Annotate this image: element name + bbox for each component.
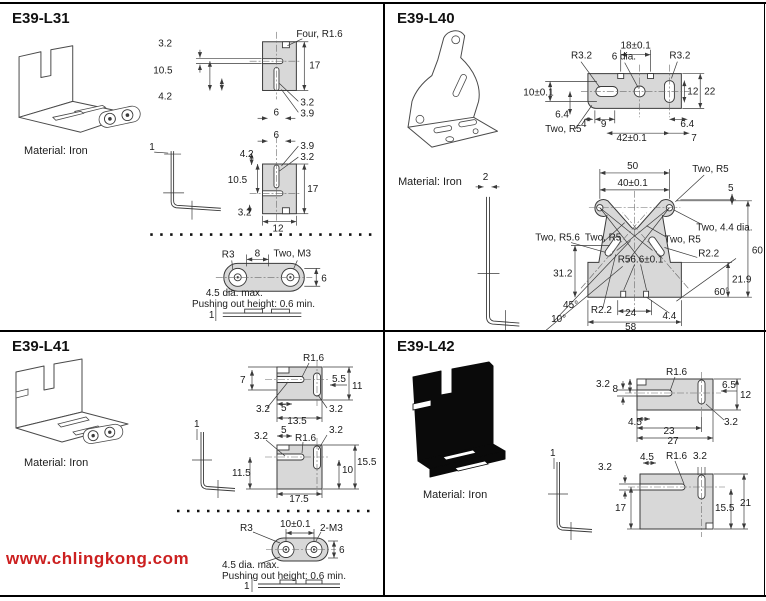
dim-label: 3.2: [300, 97, 315, 109]
dim-label: 11.5: [232, 468, 251, 479]
dim-label: 1: [208, 310, 215, 322]
dim-label: 4: [580, 119, 587, 131]
dim-label: 58: [625, 322, 637, 330]
dim-label: 3.9: [300, 141, 315, 153]
dim-label: R56.6±0.1: [617, 254, 664, 266]
dim-label: 6: [339, 545, 345, 556]
top-plate-view: [240, 353, 363, 427]
dim-label: 6: [273, 130, 280, 142]
bracket-3d-sketch: [413, 362, 505, 477]
dim-label: 3.2: [693, 451, 707, 462]
watermark-link[interactable]: www.chlingkong.com: [6, 549, 190, 568]
panel-e39-l31: [0, 4, 383, 330]
dim-label: 3.2: [300, 152, 315, 164]
dim-label: 10: [342, 465, 354, 476]
dim-label: 4.2: [158, 91, 173, 103]
dim-label: 3.2: [598, 462, 612, 473]
dim-label: 10°: [551, 314, 567, 326]
dim-label: 60: [751, 245, 763, 257]
panel-e39-l40: [385, 4, 764, 330]
material-label: Material: Iron: [423, 489, 488, 501]
callout-two-44dia: Two, 4.4 dia.: [696, 222, 753, 234]
bracket-3d-sketch: [19, 46, 142, 132]
dim-label: 3.2: [237, 207, 252, 219]
dim-label: 12: [740, 390, 752, 401]
dim-label: 24: [625, 308, 637, 320]
dim-label: 1: [244, 581, 250, 592]
callout-two-r5: Two, R5: [692, 163, 729, 175]
top-plate-view: [153, 29, 343, 120]
bottom-plate-view: [228, 130, 319, 234]
dim-label: 1: [194, 419, 200, 430]
note-dia-max: 4.5 dia. max.: [222, 560, 280, 571]
material-label: Material: Iron: [24, 145, 88, 158]
dim-label: 2-M3: [320, 523, 343, 534]
mounting-plate-detail: [192, 248, 327, 310]
note-pushing-height: Pushing out height: 0.6 min.: [191, 299, 316, 311]
note-pushing-height: Pushing out height: 0.6 min.: [222, 571, 346, 582]
dim-label: 3.2: [596, 379, 610, 390]
dim-label: 45°: [563, 300, 579, 312]
callout-two-r5: Two, R5: [664, 234, 701, 246]
dim-label: 3.2: [329, 404, 343, 415]
dim-label: 5: [281, 403, 287, 414]
dim-label: 13.5: [287, 416, 307, 427]
dim-label: 9: [600, 119, 607, 131]
e39-l31-drawing: [0, 4, 383, 330]
side-view: [548, 448, 592, 540]
dim-label: 17: [307, 183, 319, 195]
dim-label: Two, M3: [273, 248, 311, 260]
dim-label: R2.2: [590, 305, 612, 317]
dim-label: 3.2: [254, 431, 268, 442]
dim-label: 21.9: [732, 274, 752, 286]
dim-label: 2: [482, 171, 489, 183]
dim-label: 40±0.1: [617, 177, 648, 189]
dim-label: R3: [240, 523, 253, 534]
top-plate-view: [523, 41, 715, 144]
bracket-3d-sketch: [16, 359, 128, 445]
dim-label: 17: [309, 60, 321, 72]
mounting-plate-detail: [222, 519, 346, 582]
dim-label: 6: [273, 107, 280, 119]
dim-label: 6 dia.: [611, 51, 637, 63]
dim-label: 15.5: [357, 457, 377, 468]
dim-label: 6.4: [555, 109, 569, 121]
dim-label: 50: [627, 160, 639, 172]
dim-label: 3.2: [158, 38, 173, 50]
dim-label: R2.2: [698, 248, 720, 260]
dim-label: R1.6: [295, 433, 317, 444]
dim-label: 4.4: [662, 311, 677, 323]
dim-label: 8: [612, 384, 618, 395]
top-plate-view: [596, 367, 752, 447]
dim-label: 6: [321, 273, 327, 285]
dim-label: R3.2: [669, 50, 691, 62]
dim-label: 17.5: [289, 494, 309, 505]
dim-label: 5.5: [332, 374, 346, 385]
dim-label: 6.5: [722, 380, 736, 391]
callout-two-r5: Two, R5: [545, 124, 582, 136]
dim-label: 4.2: [239, 149, 254, 161]
dim-label: 12: [687, 86, 699, 98]
dim-label: 17: [615, 503, 627, 514]
bracket-3d-sketch: [408, 31, 497, 147]
dim-label: 1: [550, 448, 556, 459]
callout-four-r16: Four, R1.6: [296, 28, 343, 40]
dim-label: 18±0.1: [620, 40, 651, 52]
dim-label: 23: [663, 426, 675, 437]
material-label: Material: Iron: [24, 457, 89, 469]
dim-label: 42±0.1: [616, 133, 647, 145]
dim-label: 11: [352, 381, 363, 392]
dim-label: 3.2: [329, 425, 343, 436]
dim-label: 4.5: [640, 452, 654, 463]
dim-label: 27: [667, 436, 679, 447]
dim-label: 7: [240, 375, 246, 386]
dim-label: 10±0.1: [280, 519, 311, 530]
dim-label: 1: [149, 142, 155, 154]
dim-label: 3.2: [256, 404, 270, 415]
panel-title: E39-L31: [12, 10, 70, 27]
note-dia-max: 4.5 dia. max.: [205, 288, 263, 300]
bottom-plate-view: [232, 425, 377, 505]
dim-label: 22: [704, 86, 716, 98]
dim-label: R1.6: [666, 451, 688, 462]
dim-label: 15.5: [715, 503, 735, 514]
panel-title: E39-L42: [397, 338, 455, 355]
side-view: [192, 419, 235, 498]
dim-label: 4.5: [628, 417, 642, 428]
dim-label: 31.2: [553, 268, 573, 280]
side-view: [149, 142, 221, 220]
dim-label: 10.5: [227, 174, 248, 186]
dim-label: 60°: [714, 287, 730, 299]
e39-l42-drawing: [385, 332, 764, 595]
bottom-plate-view: [598, 451, 752, 537]
dim-label: 5: [281, 425, 287, 436]
dim-label: 10.5: [153, 65, 173, 77]
dim-label: R3: [221, 249, 235, 261]
dim-label: 3.9: [300, 108, 315, 120]
e39-l40-drawing: [385, 4, 764, 330]
dim-label: 5: [728, 182, 734, 194]
dim-label: 8: [254, 248, 261, 260]
dim-label: 21: [740, 498, 752, 509]
dim-label: 12: [272, 223, 284, 235]
panel-title: E39-L40: [397, 10, 455, 27]
panel-title: E39-L41: [12, 338, 70, 355]
dim-label: 3.2: [724, 417, 738, 428]
dim-label: R1.6: [303, 353, 325, 364]
panel-e39-l42: [385, 332, 764, 595]
callout-two-r5: Two, R5: [584, 232, 622, 244]
material-label: Material: Iron: [398, 175, 462, 188]
dim-label: 6.4: [680, 119, 695, 131]
dim-label: R1.6: [666, 367, 688, 378]
dim-label: 10±0.1: [523, 87, 554, 99]
callout-two-r56: Two, R5.6: [535, 232, 580, 244]
dim-label: 7: [691, 133, 697, 145]
side-view: [476, 172, 520, 330]
bottom-shape-view: [535, 161, 763, 330]
dim-label: R3.2: [571, 50, 592, 62]
